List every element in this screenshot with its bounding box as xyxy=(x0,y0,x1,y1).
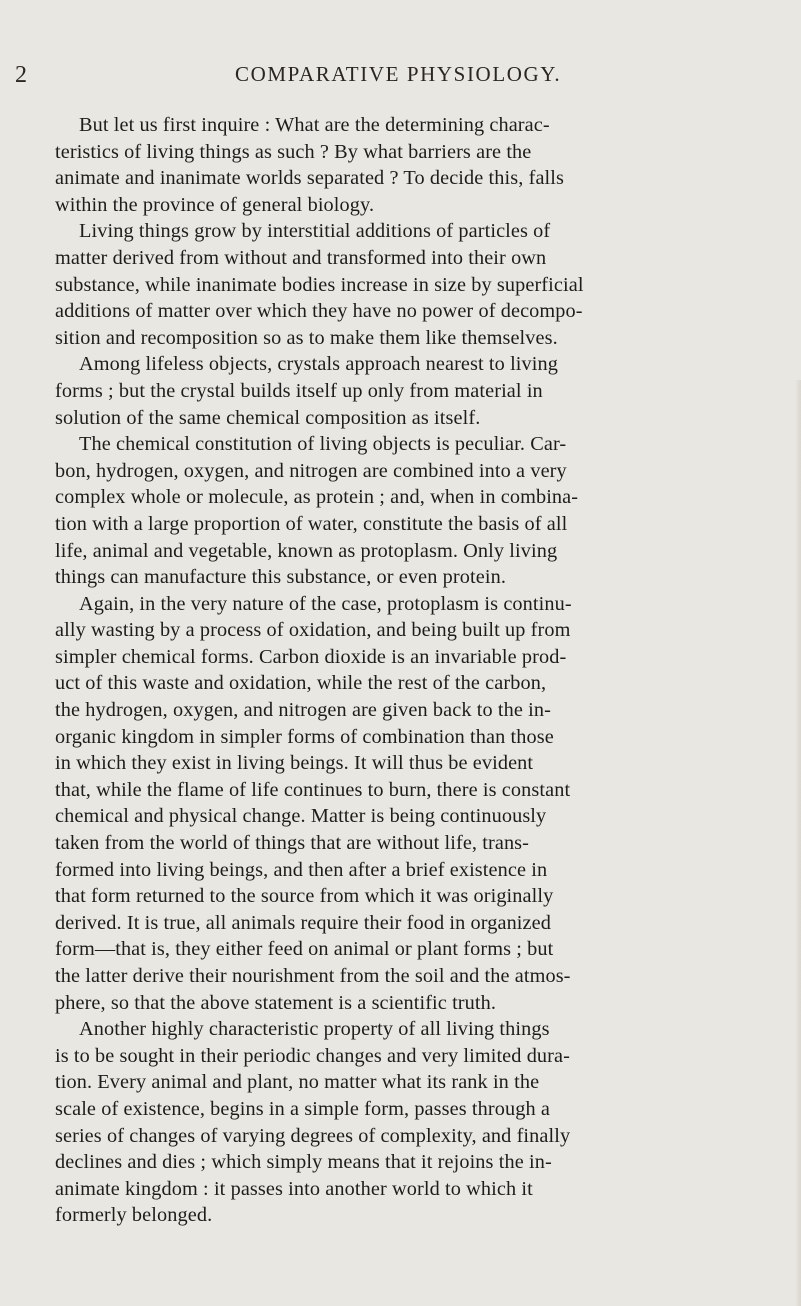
text-line: The chemical constitution of living objects is peculiar. Car- xyxy=(79,433,567,456)
text-line: things can manufacture this substance, or even protein. xyxy=(55,566,506,589)
text-line: bon, hydrogen, oxygen, and nitrogen are combined into a very xyxy=(55,459,567,482)
text-line: Again, in the very nature of the case, protoplasm is continu- xyxy=(79,592,572,615)
text-line: Living things grow by interstitial additions of particles of xyxy=(79,220,551,243)
text-line: substance, while inanimate bodies increase in size by superficial xyxy=(55,273,584,296)
text-line: simpler chemical forms. Carbon dioxide is an invariable prod- xyxy=(55,645,567,668)
text-line: teristics of living things as such ? By what barriers are the xyxy=(55,140,532,163)
text-line: Among lifeless objects, crystals approach nearest to living xyxy=(79,353,559,376)
text-line: organic kingdom in simpler forms of combination than those xyxy=(55,725,554,748)
text-line: in which they exist in living beings. It will thus be evident xyxy=(55,752,534,775)
text-line: animate and inanimate worlds separated ? To decide this, falls xyxy=(55,167,565,190)
text-line: scale of existence, begins in a simple form, passes through a xyxy=(55,1097,550,1120)
text-line: form—that is, they either feed on animal or plant forms ; but xyxy=(55,938,554,961)
text-line: solution of the same chemical composition as itself. xyxy=(55,406,481,429)
text-line: the latter derive their nourishment from the soil and the atmos- xyxy=(55,965,571,987)
text-line: phere, so that the above statement is a scientific truth. xyxy=(55,991,497,1014)
text-line: forms ; but the crystal builds itself up only from material in xyxy=(55,379,543,402)
text-line: tion. Every animal and plant, no matter what its rank in the xyxy=(55,1071,540,1094)
text-line: matter derived from without and transformed into their own xyxy=(55,246,547,269)
text-line: animate kingdom : it passes into another world to which it xyxy=(55,1177,533,1200)
text-line: But let us first inquire : What are the determining charac- xyxy=(79,114,550,136)
text-line: sition and recomposition so as to make them like themselves. xyxy=(55,326,558,349)
text-line: series of changes of varying degrees of complexity, and finally xyxy=(55,1124,571,1147)
text-line: tion with a large proportion of water, constitute the basis of all xyxy=(55,512,568,535)
text-line: taken from the world of things that are without life, trans- xyxy=(55,832,530,855)
text-line: ally wasting by a process of oxidation, and being built up from xyxy=(55,619,571,642)
text-line: declines and dies ; which simply means that it rejoins the in- xyxy=(55,1151,552,1174)
text-line: formed into living beings, and then after a brief existence in xyxy=(55,858,548,881)
text-line: the hydrogen, oxygen, and nitrogen are given back to the in- xyxy=(55,699,551,722)
text-line: is to be sought in their periodic changes and very limited dura- xyxy=(55,1044,570,1067)
page-edge-shadow xyxy=(795,380,801,1306)
text-line: uct of this waste and oxidation, while the rest of the carbon, xyxy=(55,672,547,695)
text-line: within the province of general biology. xyxy=(55,193,375,216)
text-line: that form returned to the source from which it was originally xyxy=(55,885,554,908)
body-text xyxy=(55,112,755,1229)
page-number: 2 xyxy=(15,62,27,88)
text-line: formerly belonged. xyxy=(55,1204,213,1227)
text-line: that, while the flame of life continues to burn, there is constant xyxy=(55,778,571,801)
text-line: complex whole or molecule, as protein ; and, when in combina- xyxy=(55,486,579,509)
text-line: derived. It is true, all animals require their food in organized xyxy=(55,911,551,934)
text-line: Another highly characteristic property of all living things xyxy=(79,1018,550,1041)
text-line: life, animal and vegetable, known as protoplasm. Only living xyxy=(55,539,558,562)
text-line: additions of matter over which they have no power of decompo- xyxy=(55,300,583,323)
text-line: chemical and physical change. Matter is being continuously xyxy=(55,805,547,828)
running-head: COMPARATIVE PHYSIOLOGY. xyxy=(235,62,562,86)
